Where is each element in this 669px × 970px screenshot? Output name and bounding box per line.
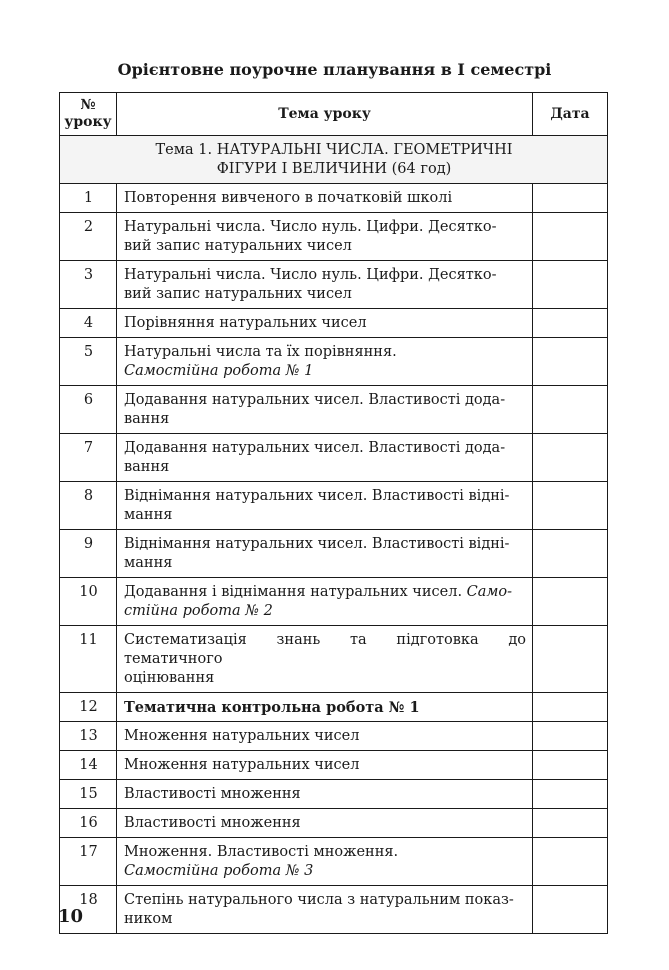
lesson-topic-bold: Тематична контрольна робота № 1	[124, 699, 420, 716]
lesson-date-cell[interactable]	[533, 809, 608, 838]
independent-work-label: Самостійна робота № 1	[124, 363, 314, 379]
table-row	[60, 309, 608, 338]
lesson-number: 4	[60, 309, 117, 338]
lesson-topic-line1: Степінь натурального числа з натуральним показ-	[124, 892, 514, 908]
table-row	[60, 809, 608, 838]
lesson-number: 17	[60, 838, 117, 886]
lesson-date-cell[interactable]	[533, 780, 608, 809]
lesson-topic-line2: ником	[124, 911, 173, 927]
lesson-topic-line1: Повторення вивченого в початковій школі	[124, 190, 453, 206]
lesson-date-cell[interactable]	[533, 482, 608, 530]
lesson-topic-line1: Систематизація знань та підготовка до тематичного	[124, 632, 526, 667]
lesson-date-cell[interactable]	[533, 213, 608, 261]
section-row	[60, 136, 608, 184]
header-lesson-word: уроку	[64, 114, 112, 130]
independent-work-label: Самостійна робота № 3	[124, 863, 314, 879]
lesson-topic	[117, 578, 533, 626]
lesson-topic-line1: Натуральні числа. Число нуль. Цифри. Десятко-	[124, 267, 497, 283]
independent-work-label: Само-	[466, 584, 513, 600]
lesson-topic	[117, 751, 533, 780]
lesson-number: 6	[60, 386, 117, 434]
lesson-topic-line2: мання	[124, 555, 173, 571]
lesson-topic-line1: Порівняння натуральних чисел	[124, 315, 367, 331]
lesson-date-cell[interactable]	[533, 434, 608, 482]
lesson-topic-line1: Натуральні числа. Число нуль. Цифри. Десятко-	[124, 219, 497, 235]
lesson-date-cell[interactable]	[533, 338, 608, 386]
lesson-number: 8	[60, 482, 117, 530]
lesson-topic-line1: Множення натуральних чисел	[124, 757, 360, 773]
table-header-row	[60, 93, 608, 136]
lesson-topic-line1: Віднімання натуральних чисел. Властивості відні-	[124, 488, 510, 504]
table-row	[60, 386, 608, 434]
lesson-topic	[117, 626, 533, 693]
lesson-date-cell[interactable]	[533, 184, 608, 213]
lesson-topic-line2: вання	[124, 459, 170, 475]
lesson-topic	[117, 213, 533, 261]
lesson-topic	[117, 838, 533, 886]
page-title: Орієнтовне поурочне планування в І семестрі	[117, 60, 552, 79]
lesson-topic-line2: оцінювання	[124, 670, 215, 686]
lesson-number: 12	[60, 693, 117, 722]
lesson-number: 14	[60, 751, 117, 780]
table-row	[60, 886, 608, 934]
table-row	[60, 184, 608, 213]
lesson-number: 7	[60, 434, 117, 482]
table-row	[60, 578, 608, 626]
section-title	[60, 136, 608, 184]
table-row	[60, 213, 608, 261]
lesson-date-cell[interactable]	[533, 838, 608, 886]
lesson-topic-text: Додавання і віднімання натуральних чисел.	[124, 584, 463, 600]
lesson-topic-line2: вання	[124, 411, 170, 427]
page-number: 10	[58, 906, 84, 927]
independent-work-label-cont: стійна робота № 2	[124, 603, 273, 619]
lesson-number: 9	[60, 530, 117, 578]
table-row	[60, 693, 608, 722]
lesson-topic-line1: Віднімання натуральних чисел. Властивості відні-	[124, 536, 510, 552]
lesson-number: 13	[60, 722, 117, 751]
lesson-date-cell[interactable]	[533, 886, 608, 934]
lesson-topic-line2: вий запис натуральних чисел	[124, 238, 352, 254]
lesson-topic-line2: мання	[124, 507, 173, 523]
lesson-topic	[117, 886, 533, 934]
table-row	[60, 838, 608, 886]
lesson-date-cell[interactable]	[533, 751, 608, 780]
lesson-topic-line2: вий запис натуральних чисел	[124, 286, 352, 302]
lesson-date-cell[interactable]	[533, 722, 608, 751]
header-number-sign: №	[80, 97, 96, 113]
lesson-date-cell[interactable]	[533, 530, 608, 578]
lesson-topic	[117, 184, 533, 213]
table-row	[60, 722, 608, 751]
lesson-topic	[117, 809, 533, 838]
lesson-topic-line1: Множення. Властивості множення.	[124, 844, 399, 860]
lesson-date-cell[interactable]	[533, 309, 608, 338]
lesson-topic	[117, 261, 533, 309]
lesson-topic	[117, 530, 533, 578]
lesson-date-cell[interactable]	[533, 386, 608, 434]
table-row	[60, 780, 608, 809]
lesson-number: 18	[60, 886, 117, 934]
lesson-date-cell[interactable]	[533, 693, 608, 722]
table-row	[60, 482, 608, 530]
lesson-number: 16	[60, 809, 117, 838]
lesson-number: 1	[60, 184, 117, 213]
lesson-plan-table	[59, 92, 608, 934]
lesson-topic	[117, 309, 533, 338]
lesson-topic-line1: Властивості множення	[124, 815, 301, 831]
lesson-topic	[117, 722, 533, 751]
section-title-line2: ФІГУРИ І ВЕЛИЧИНИ (64 год)	[216, 161, 452, 177]
lesson-number: 5	[60, 338, 117, 386]
lesson-number: 11	[60, 626, 117, 693]
table-row	[60, 261, 608, 309]
lesson-date-cell[interactable]	[533, 261, 608, 309]
lesson-number: 2	[60, 213, 117, 261]
lesson-topic-line1: Додавання натуральних чисел. Властивості дода-	[124, 392, 506, 408]
lesson-number: 15	[60, 780, 117, 809]
table-row	[60, 626, 608, 693]
lesson-topic	[117, 693, 533, 722]
lesson-number: 3	[60, 261, 117, 309]
section-title-line1: Тема 1. НАТУРАЛЬНІ ЧИСЛА. ГЕОМЕТРИЧНІ	[155, 142, 513, 158]
lesson-topic	[117, 386, 533, 434]
table-row	[60, 434, 608, 482]
header-topic: Тема уроку	[117, 93, 533, 136]
header-date: Дата	[533, 93, 608, 136]
lesson-topic	[117, 482, 533, 530]
lesson-topic	[117, 338, 533, 386]
lesson-topic	[117, 434, 533, 482]
lesson-date-cell[interactable]	[533, 578, 608, 626]
lesson-topic-line1: Властивості множення	[124, 786, 301, 802]
lesson-topic-line1: Додавання натуральних чисел. Властивості дода-	[124, 440, 506, 456]
lesson-topic-line1: Натуральні числа та їх порівняння.	[124, 344, 397, 360]
lesson-date-cell[interactable]	[533, 626, 608, 693]
table-row	[60, 751, 608, 780]
lesson-topic-line1: Множення натуральних чисел	[124, 728, 360, 744]
header-lesson-number	[60, 93, 117, 136]
table-row	[60, 530, 608, 578]
lesson-topic	[117, 780, 533, 809]
lesson-number: 10	[60, 578, 117, 626]
table-row	[60, 338, 608, 386]
